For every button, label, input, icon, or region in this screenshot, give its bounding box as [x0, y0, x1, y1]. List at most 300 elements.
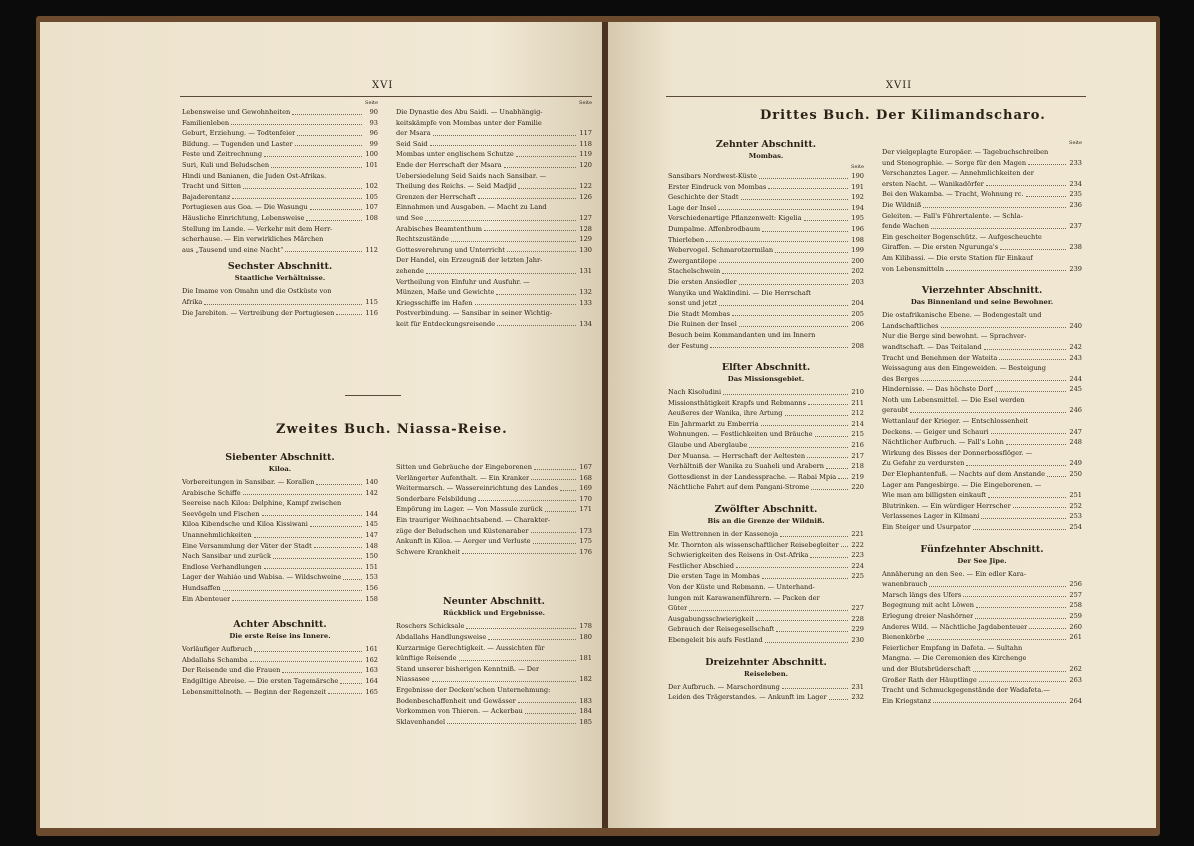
- toc-entry: [182, 192, 378, 203]
- toc-entry-title: Thierleben: [668, 235, 705, 244]
- toc-entry-title: Lage der Insel: [668, 203, 717, 212]
- toc-entry-title: Stachelschwein: [668, 267, 721, 276]
- toc-page-number: 180: [579, 632, 592, 641]
- leader-dots: [981, 511, 1066, 519]
- toc-entry: [182, 297, 378, 308]
- leader-dots: [991, 427, 1066, 435]
- toc-entry: [668, 213, 864, 224]
- book-spread: [36, 16, 1160, 836]
- toc-entry: [396, 181, 592, 192]
- toc-page-number: 256: [1069, 580, 1082, 589]
- toc-entry: [182, 128, 378, 139]
- toc-page-number: 112: [365, 245, 378, 254]
- toc-entry: [396, 139, 592, 150]
- toc-page-number: 244: [1069, 374, 1082, 383]
- toc-page-number: 263: [1069, 675, 1082, 684]
- toc-page-number: 232: [851, 693, 864, 702]
- toc-entry-title: fende Wachen: [882, 222, 930, 231]
- toc-entry-title: Tracht und Schmuckgegenstände der Wadafeta.—: [882, 686, 1050, 695]
- toc-entry: [396, 653, 592, 664]
- toc-entry-title: Die ersten Ansiedler: [668, 277, 737, 286]
- toc-entry-title: Der Aufbruch. — Marschordnung: [668, 682, 780, 691]
- toc-entry-title: Ein Jahrmarkt zu Emberria: [668, 419, 759, 428]
- toc-column-3: [182, 446, 378, 697]
- toc-entry-title: ersten Nacht. — Wanikadörfer: [882, 179, 984, 188]
- toc-entry-title: Ein gescheiter Bogenschütz. — Aufgescheuchte: [882, 232, 1042, 241]
- toc-page-number: 206: [851, 320, 864, 329]
- toc-entry: [668, 461, 864, 472]
- leader-dots: [941, 321, 1066, 329]
- toc-entry: [882, 179, 1082, 190]
- toc-entry: [182, 509, 378, 520]
- toc-entry-title: Der Elephantenfuß. — Nachts auf dem Anstande: [882, 470, 1045, 479]
- toc-entry: [668, 682, 864, 693]
- toc-entry: [182, 687, 378, 698]
- toc-page-number: 167: [579, 463, 592, 471]
- toc-entry-title: Zu Gefahr zu verdursten: [882, 459, 965, 468]
- toc-entry-title: Empörung im Lager. — Von Massule zurück: [396, 505, 543, 514]
- toc-entry: [882, 611, 1082, 622]
- toc-page-number: 239: [1069, 264, 1082, 273]
- toc-entry-title: keitskämpfe von Mombas unter der Familie: [396, 118, 542, 127]
- toc-entry: [668, 245, 864, 256]
- toc-entry: [396, 308, 592, 319]
- leader-dots: [525, 706, 576, 714]
- leader-dots: [927, 632, 1067, 640]
- toc-entry-title: Grenzen der Herrschaft: [396, 192, 476, 201]
- leader-dots: [264, 149, 362, 157]
- toc-entry-title: Missionsthätigkeit Krapfs und Rebmanns: [668, 398, 807, 407]
- toc-entry: [882, 363, 1082, 374]
- toc-entry-title: Sonderbare Felsbildung: [396, 494, 477, 503]
- toc-page-number: 127: [579, 213, 592, 222]
- toc-entry-title: wanenbrauch: [882, 580, 928, 589]
- toc-entry: [396, 298, 592, 309]
- toc-entry-title: und der Blutsbrüderschaft: [882, 664, 971, 673]
- toc-page-number: 164: [365, 676, 378, 685]
- leader-dots: [1000, 242, 1066, 250]
- toc-entry: [182, 160, 378, 171]
- toc-entry: [668, 603, 864, 614]
- leader-dots: [706, 235, 848, 243]
- toc-entry: [882, 264, 1082, 275]
- toc-entry-title: Seid Said: [396, 139, 428, 148]
- toc-entry: [882, 696, 1082, 707]
- leader-dots: [963, 590, 1066, 598]
- section-subheading: Reiseleben.: [744, 669, 788, 678]
- leader-dots: [264, 562, 362, 570]
- seite-label: Seite: [365, 100, 378, 106]
- toc-entry: [882, 242, 1082, 253]
- toc-entry-title: Besuch beim Kommandanten und im Innern: [668, 330, 816, 339]
- section-heading: Vierzehnter Abschnitt.: [921, 285, 1043, 297]
- toc-page-number: 153: [365, 573, 378, 582]
- leader-dots: [432, 674, 576, 682]
- toc-entry-title: Portugiesen aus Goa. — Die Wasungu: [182, 203, 308, 212]
- toc-entry: [396, 621, 592, 632]
- toc-page-number: 105: [365, 192, 378, 201]
- toc-entry: [182, 551, 378, 562]
- toc-entry: [668, 550, 864, 561]
- toc-entry-title: Tracht und Benehmen der Wateita: [882, 353, 998, 362]
- leader-dots: [343, 572, 362, 580]
- toc-entry: [396, 685, 592, 696]
- leader-dots: [719, 298, 848, 306]
- toc-entry-title: Die Wildniß: [882, 200, 922, 209]
- toc-entry-title: Kurzarmige Gerechtigkeit. — Aussichten für: [396, 643, 545, 652]
- toc-entry: [882, 643, 1082, 654]
- toc-entry: [396, 515, 592, 526]
- toc-entry: [882, 600, 1082, 611]
- toc-entry-title: Bildung. — Tugenden und Laster: [182, 139, 293, 148]
- toc-entry-title: Lager am Pangesbirge. — Die Eingeborenen. —: [882, 480, 1042, 489]
- toc-entry-title: Vertheilung von Einfuhr und Ausfuhr. —: [396, 277, 530, 286]
- toc-entry: [668, 277, 864, 288]
- leader-dots: [475, 298, 576, 306]
- toc-entry-title: Begegnung mit acht Löwen: [882, 601, 975, 610]
- leader-dots: [314, 541, 362, 549]
- toc-entry-title: Sansibars Nordwest-Küste: [668, 172, 757, 180]
- toc-entry: [882, 189, 1082, 200]
- section-subheading: Das Binnenland und seine Bewohner.: [910, 298, 1054, 307]
- toc-page-number: 140: [365, 478, 378, 486]
- leader-dots: [507, 245, 576, 253]
- leader-dots: [254, 530, 362, 538]
- toc-entry: [668, 482, 864, 493]
- toc-entry: [882, 685, 1082, 696]
- toc-page-number: 117: [579, 129, 592, 138]
- toc-entry: [668, 582, 864, 593]
- seite-label: Seite: [1069, 140, 1082, 146]
- toc-page-number: 240: [1069, 321, 1082, 330]
- toc-page-number: 260: [1069, 622, 1082, 631]
- toc-entry: [396, 160, 592, 171]
- toc-page-number: 119: [579, 150, 592, 159]
- toc-page-number: 261: [1069, 633, 1082, 642]
- toc-entry: [882, 511, 1082, 522]
- toc-page-number: 262: [1069, 664, 1082, 673]
- toc-entry-title: Verlassenes Lager in Kilmani: [882, 512, 980, 521]
- toc-page-number: 148: [365, 541, 378, 550]
- toc-entry-title: Der Reisende und die Frauen: [182, 666, 281, 675]
- leader-dots: [516, 149, 576, 157]
- leader-dots: [761, 419, 848, 427]
- toc-entry-title: Bienenkörbe: [882, 633, 925, 642]
- toc-entry: [396, 266, 592, 277]
- leader-dots: [497, 319, 576, 327]
- leader-dots: [232, 192, 362, 200]
- leader-dots: [973, 522, 1066, 530]
- toc-page-number: 132: [579, 288, 592, 297]
- toc-entry-title: Die Imame von Omahn und die Ostküste von: [182, 287, 332, 296]
- separator-rule: [345, 395, 401, 396]
- leader-dots: [765, 635, 848, 643]
- toc-column-2: [396, 100, 592, 329]
- leader-dots: [722, 266, 848, 274]
- leader-dots: [808, 398, 848, 406]
- toc-entry: [182, 583, 378, 594]
- toc-entry-title: künftige Reisende: [396, 654, 457, 663]
- leader-dots: [545, 504, 577, 512]
- leader-dots: [782, 682, 848, 690]
- toc-entry: [396, 192, 592, 203]
- leader-dots: [243, 181, 362, 189]
- toc-entry: [182, 594, 378, 605]
- toc-entry-title: Bei den Wakamba. — Tracht, Wohnung rc.: [882, 190, 1024, 199]
- toc-entry: [882, 310, 1082, 321]
- toc-entry-title: Zwergantilope: [668, 256, 717, 265]
- toc-entry-title: Mr. Thornton als wissenschaftlicher Reisebegleiter: [668, 540, 839, 549]
- toc-entry-title: Suri, Kuli und Beludschen: [182, 160, 270, 169]
- toc-page-number: 257: [1069, 590, 1082, 599]
- toc-entry: [668, 635, 864, 646]
- leader-dots: [1028, 158, 1066, 166]
- toc-entry-title: Deckens. — Geiger und Schauri: [882, 427, 989, 436]
- leader-dots: [810, 550, 848, 558]
- toc-entry: [668, 192, 864, 203]
- toc-entry: [882, 211, 1082, 222]
- toc-page-number: 220: [851, 483, 864, 492]
- leader-dots: [518, 696, 576, 704]
- toc-page-number: 210: [851, 388, 864, 397]
- leader-dots: [984, 342, 1066, 350]
- leader-dots: [762, 224, 848, 232]
- toc-entry-title: Rechtszustände: [396, 235, 449, 244]
- toc-entry: [182, 530, 378, 541]
- toc-entry: [882, 569, 1082, 580]
- toc-entry-title: Nächtlicher Aufbruch. — Fall's Lohn: [882, 438, 1004, 447]
- toc-entry-title: Die ersten Tage in Mombas: [668, 572, 760, 581]
- toc-entry-title: Bodenbeschaffenheit und Gewässer: [396, 696, 516, 705]
- toc-entry-title: Festlicher Abschied: [668, 561, 734, 570]
- toc-entry: [882, 253, 1082, 264]
- toc-entry-title: Vorläufiger Aufbruch: [182, 645, 253, 654]
- toc-entry: [668, 341, 864, 352]
- toc-page-number: 144: [365, 509, 378, 518]
- toc-entry: [668, 387, 864, 398]
- toc-entry-title: Seereise nach Kiloa: Delphine, Kampf zwischen: [182, 499, 342, 508]
- toc-entry-title: Kriegsschiffe im Hafen: [396, 298, 473, 307]
- left-page-number: XVI: [372, 80, 394, 91]
- toc-entry-title: Lebensweise und Gewohnheiten: [182, 108, 291, 116]
- toc-entry-title: Ein Wettrennen in der Kassenoja: [668, 530, 779, 539]
- toc-entry: [882, 395, 1082, 406]
- toc-entry: [182, 665, 378, 676]
- toc-entry-title: Güter: [668, 604, 688, 613]
- toc-page-number: 233: [1069, 158, 1082, 167]
- toc-entry: [396, 696, 592, 707]
- toc-page-number: 203: [851, 277, 864, 286]
- toc-entry: [882, 200, 1082, 211]
- toc-entry-title: Hindernisse. — Das höchste Dorf: [882, 385, 994, 394]
- toc-entry: [396, 224, 592, 235]
- toc-entry-title: Sitten und Gebräuche der Eingeborenen: [396, 463, 532, 471]
- toc-page-number: 243: [1069, 353, 1082, 362]
- leader-dots: [254, 644, 362, 652]
- toc-entry: [396, 171, 592, 182]
- toc-entry-title: scherhause. — Ein verwirkliches Märchen: [182, 235, 324, 244]
- leader-dots: [478, 494, 576, 502]
- toc-entry-title: wandtschaft. — Das Teitaland: [882, 342, 982, 351]
- leader-dots: [250, 655, 362, 663]
- leader-dots: [841, 540, 848, 548]
- leader-dots: [986, 179, 1066, 187]
- leader-dots: [531, 473, 576, 481]
- toc-entry-title: Weitermarsch. — Wassereinrichtung des Landes: [396, 484, 559, 493]
- toc-entry: [182, 541, 378, 552]
- toc-entry: [882, 501, 1082, 512]
- toc-entry: [396, 107, 592, 118]
- leader-dots: [459, 653, 576, 661]
- toc-entry: [668, 472, 864, 483]
- toc-entry: [668, 319, 864, 330]
- toc-entry-title: Der Handel, ein Erzeugniß der letzten Jahr-: [396, 256, 543, 265]
- toc-entry: [182, 213, 378, 224]
- leader-dots: [426, 266, 576, 274]
- toc-entry: [882, 653, 1082, 664]
- toc-entry-title: Vorkommen von Thieren. — Ackerbau: [396, 707, 523, 716]
- toc-entry-title: Wettanlauf der Krieger. — Entschlossenheit: [882, 417, 1029, 426]
- toc-page-number: 264: [1069, 696, 1082, 705]
- toc-entry-title: Ein Steiger und Usurpator: [882, 523, 971, 531]
- toc-entry-title: Giraffen. — Die ersten Ngurunga's: [882, 243, 999, 252]
- leader-dots: [732, 309, 848, 317]
- toc-entry: [396, 494, 592, 505]
- toc-entry: [668, 266, 864, 277]
- right-page-number: XVII: [885, 80, 913, 91]
- toc-entry: [882, 579, 1082, 590]
- toc-entry-title: Aeußeres der Wanika, ihre Artung: [668, 409, 783, 418]
- toc-entry: [882, 405, 1082, 416]
- leader-dots: [462, 547, 576, 555]
- toc-entry-title: Ein Abenteuer: [182, 594, 231, 603]
- toc-page-number: 173: [579, 526, 592, 535]
- leader-dots: [815, 429, 848, 437]
- leader-dots: [271, 160, 362, 168]
- toc-entry: [668, 330, 864, 341]
- toc-entry-title: Lager der Wahiáo und Wabisa. — Wildschweine: [182, 573, 342, 582]
- toc-entry-title: Abdallahs Schamba: [182, 655, 248, 664]
- toc-entry-title: Stellung im Lande. — Verkehr mit dem Herr-: [182, 224, 333, 233]
- toc-entry-title: Arabische Schiffe: [182, 488, 241, 497]
- toc-page-number: 234: [1069, 179, 1082, 188]
- left-page: [40, 22, 604, 828]
- seite-label: Seite: [851, 164, 864, 170]
- toc-entry: [182, 245, 378, 256]
- toc-page-number: 202: [851, 267, 864, 276]
- toc-page-number: 118: [579, 139, 592, 148]
- toc-entry-title: Wanyika und Waklindini. — Die Herrschaft: [668, 288, 811, 297]
- leader-dots: [560, 483, 576, 491]
- toc-page-number: 200: [851, 256, 864, 265]
- toc-page-number: 214: [851, 419, 864, 428]
- toc-entry-title: Geschichte der Stadt: [668, 193, 739, 202]
- toc-entry: [182, 498, 378, 509]
- toc-entry-title: Die Ruinen der Insel: [668, 320, 737, 329]
- toc-entry: [396, 504, 592, 515]
- toc-entry-title: Wie man am billigsten einkauft: [882, 491, 987, 500]
- toc-page-number: 128: [579, 224, 592, 233]
- leader-dots: [273, 551, 362, 559]
- toc-page-number: 145: [365, 520, 378, 529]
- toc-entry-title: Dumpalme. Affenbrodbaum: [668, 224, 761, 233]
- leader-dots: [223, 583, 362, 591]
- toc-page-number: 247: [1069, 427, 1082, 436]
- toc-entry-title: Ein trauriger Weihnachtsabend. — Charakter-: [396, 515, 551, 524]
- toc-page-number: 216: [851, 441, 864, 450]
- section-subheading: Kiloa.: [268, 465, 292, 473]
- toc-page-number: 195: [851, 214, 864, 223]
- toc-entry: [182, 224, 378, 235]
- toc-page-number: 224: [851, 561, 864, 570]
- leader-dots: [829, 692, 848, 700]
- toc-page-number: 190: [851, 172, 864, 180]
- toc-page-number: 90: [369, 108, 378, 116]
- leader-dots: [826, 461, 848, 469]
- toc-page-number: 162: [365, 655, 378, 664]
- toc-entry: [882, 321, 1082, 332]
- toc-page-number: 199: [851, 246, 864, 255]
- toc-entry-title: Unannehmlichkeiten: [182, 530, 252, 539]
- leader-dots: [910, 405, 1066, 413]
- toc-entry-title: Glaube und Aberglaube: [668, 441, 748, 450]
- toc-entry: [396, 319, 592, 330]
- toc-page-number: 158: [365, 594, 378, 603]
- toc-page-number: 228: [851, 614, 864, 623]
- leader-dots: [1047, 469, 1066, 477]
- toc-page-number: 219: [851, 472, 864, 481]
- toc-entry: [182, 488, 378, 499]
- leader-dots: [741, 192, 848, 200]
- toc-entry: [668, 171, 864, 182]
- section-subheading: Das Missionsgebiet.: [727, 375, 805, 384]
- toc-page-number: 93: [369, 118, 378, 127]
- toc-entry-title: Verschanztes Lager. — Annehmlichkeiten der: [882, 169, 1034, 178]
- leader-dots: [484, 224, 576, 232]
- toc-page-number: 184: [579, 707, 592, 716]
- toc-page-number: 151: [365, 562, 378, 571]
- section-subheading: Die erste Reise ins Innere.: [229, 632, 331, 641]
- toc-entry: [668, 309, 864, 320]
- toc-column-1: [182, 100, 378, 318]
- leader-dots: [534, 462, 576, 470]
- toc-entry: [182, 202, 378, 213]
- toc-page-number: 229: [851, 625, 864, 634]
- section-subheading: Staatliche Verhältnisse.: [234, 274, 326, 283]
- toc-entry-title: Eine Versammlung der Väter der Stadt: [182, 541, 312, 550]
- toc-page-number: 246: [1069, 406, 1082, 415]
- toc-entry: [396, 717, 592, 728]
- toc-entry: [396, 706, 592, 717]
- toc-entry: [396, 255, 592, 266]
- leader-dots: [736, 561, 848, 569]
- toc-page-number: 133: [579, 298, 592, 307]
- toc-entry: [668, 256, 864, 267]
- leader-dots: [988, 490, 1066, 498]
- toc-entry-title: Uebersiedelung Seid Saids nach Sansibar. —: [396, 171, 547, 180]
- toc-entry: [182, 644, 378, 655]
- leader-dots: [739, 277, 848, 285]
- toc-page-number: 215: [851, 430, 864, 439]
- toc-page-number: 142: [365, 488, 378, 497]
- toc-page-number: 150: [365, 552, 378, 561]
- leader-dots: [776, 624, 848, 632]
- toc-page-number: 204: [851, 299, 864, 308]
- toc-entry-title: Theilung des Reichs. — Seid Madjid: [396, 182, 517, 191]
- toc-entry-title: des Berges: [882, 374, 920, 383]
- toc-page-number: 259: [1069, 611, 1082, 620]
- toc-page-number: 251: [1069, 491, 1082, 500]
